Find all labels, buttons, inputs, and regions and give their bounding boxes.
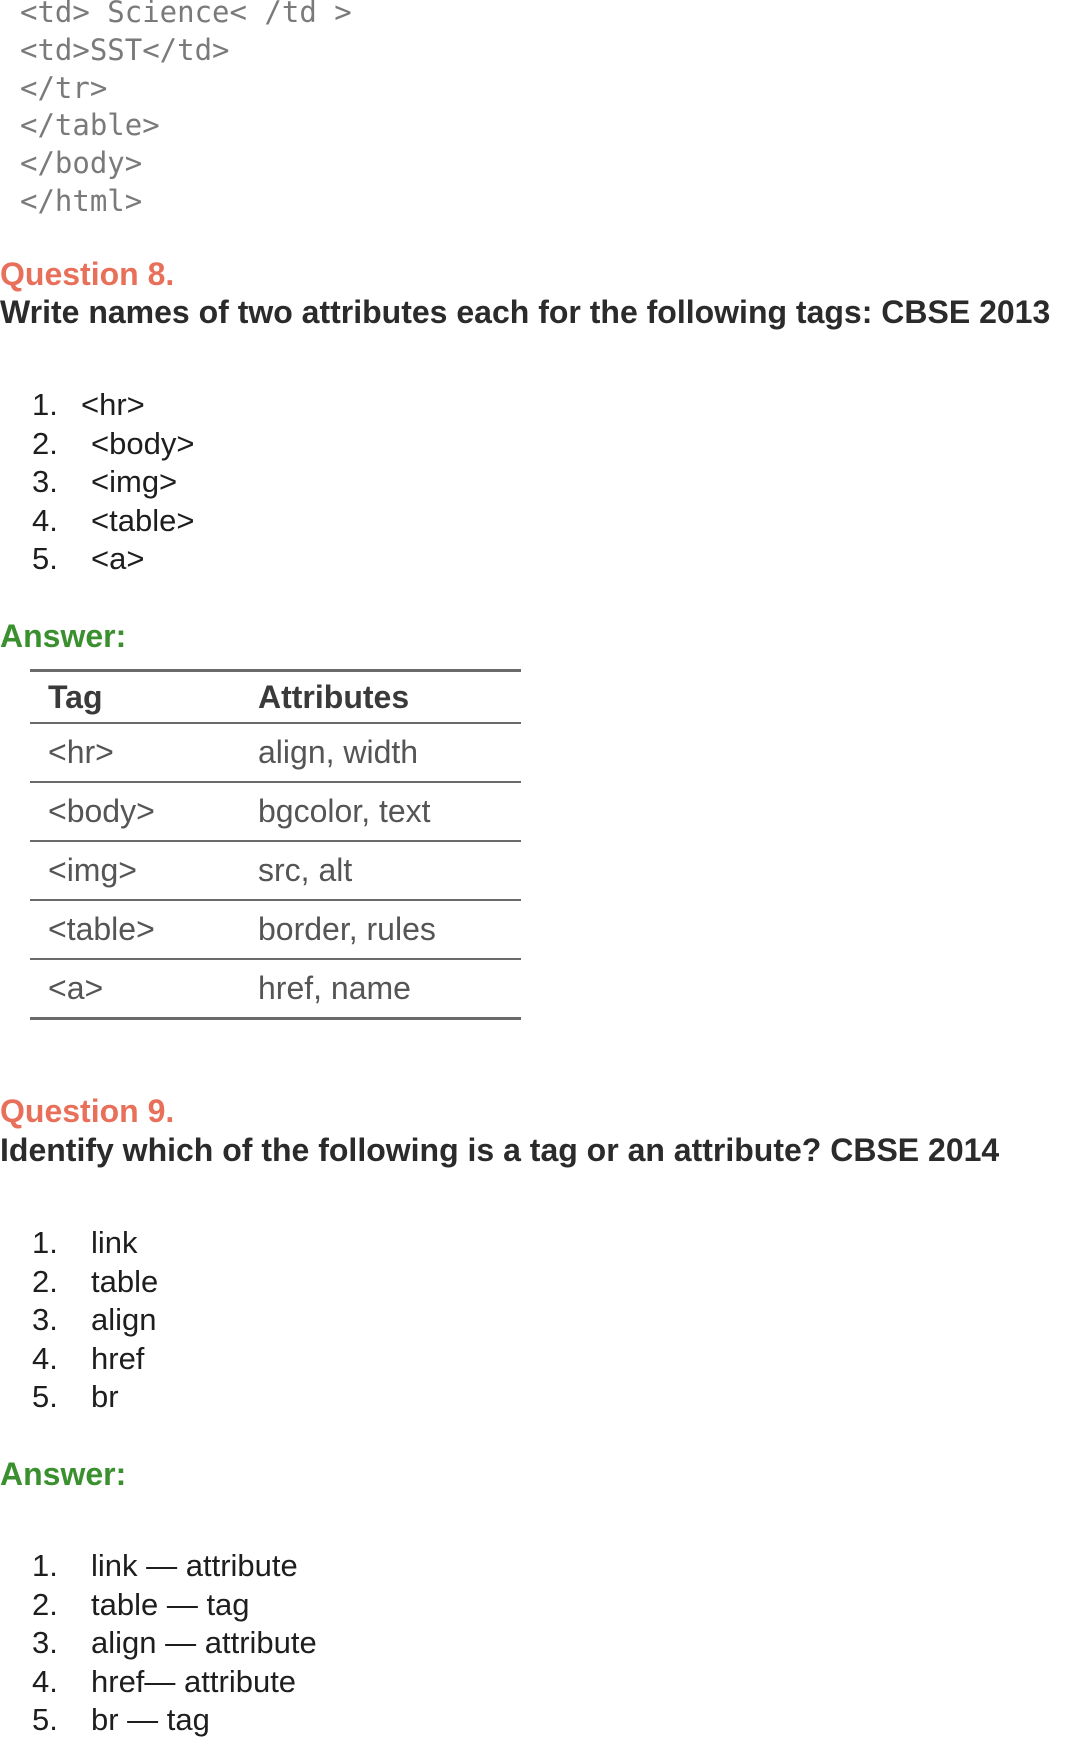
list-number: 3. — [32, 1302, 58, 1337]
code-line: <td> Science< /td > — [20, 0, 352, 29]
table-cell-attributes: border, rules — [258, 900, 521, 959]
list-text: <a> — [91, 541, 145, 576]
list-text: href — [91, 1340, 145, 1376]
question-9-answer-label: Answer: — [0, 1456, 127, 1492]
list-text: link — [91, 1225, 138, 1260]
tag-attributes-table — [30, 669, 521, 1020]
list-text: table — [91, 1263, 159, 1299]
code-line: <td>SST</td> — [20, 32, 230, 67]
list-text: table — tag — [91, 1586, 250, 1622]
list-text: href— attribute — [91, 1663, 297, 1699]
list-text: br — [91, 1379, 119, 1414]
column-header-tag: Tag — [30, 671, 258, 724]
table-cell-tag: <hr> — [30, 723, 258, 782]
table-row — [30, 723, 521, 782]
question-9-text: Identify which of the following is a tag or an attribute? CBSE 2014 — [0, 1132, 1000, 1168]
question-8-label: Question 8. — [0, 256, 175, 292]
list-text: br — tag — [91, 1702, 210, 1737]
list-number: 5. — [32, 1379, 58, 1414]
table-cell-tag: <img> — [30, 841, 258, 900]
column-header-attributes: Attributes — [258, 671, 521, 724]
table-cell-attributes: bgcolor, text — [258, 782, 521, 841]
table-row — [30, 782, 521, 841]
table-cell-tag: <table> — [30, 900, 258, 959]
table-cell-attributes: href, name — [258, 959, 521, 1019]
list-text: link — attribute — [91, 1548, 298, 1583]
list-number: 4. — [32, 1663, 58, 1699]
code-line: </table> — [20, 108, 160, 143]
list-number: 5. — [32, 541, 58, 576]
list-text: <table> — [91, 502, 195, 538]
list-number: 1. — [32, 1548, 58, 1583]
table-row — [30, 959, 521, 1019]
table-cell-tag: <body> — [30, 782, 258, 841]
table-row — [30, 900, 521, 959]
question-8-text: Write names of two attributes each for the following tags: CBSE 2013 — [0, 294, 1051, 330]
table-cell-attributes: src, alt — [258, 841, 521, 900]
table-cell-attributes: align, width — [258, 723, 521, 782]
table-row — [30, 841, 521, 900]
table-cell-tag: <a> — [30, 959, 258, 1019]
question-8-answer-label: Answer: — [0, 618, 127, 654]
list-number: 4. — [32, 502, 58, 538]
list-number: 4. — [32, 1340, 58, 1376]
list-text: <hr> — [81, 387, 145, 422]
list-text: align — [91, 1302, 157, 1337]
list-number: 3. — [32, 1625, 58, 1660]
question-9-label: Question 9. — [0, 1093, 175, 1129]
list-number: 1. — [32, 387, 58, 422]
code-snippet — [20, 0, 352, 221]
code-line: </body> — [20, 146, 143, 181]
list-text: align — attribute — [91, 1625, 317, 1660]
list-number: 5. — [32, 1702, 58, 1737]
code-line: </tr> — [20, 70, 108, 105]
list-number: 2. — [32, 1263, 58, 1299]
list-number: 3. — [32, 464, 58, 499]
list-number: 1. — [32, 1225, 58, 1260]
code-line: </html> — [20, 183, 143, 218]
list-number: 2. — [32, 425, 58, 461]
list-text: <img> — [91, 464, 178, 499]
list-number: 2. — [32, 1586, 58, 1622]
table-header-row — [30, 671, 521, 724]
list-text: <body> — [91, 425, 195, 461]
